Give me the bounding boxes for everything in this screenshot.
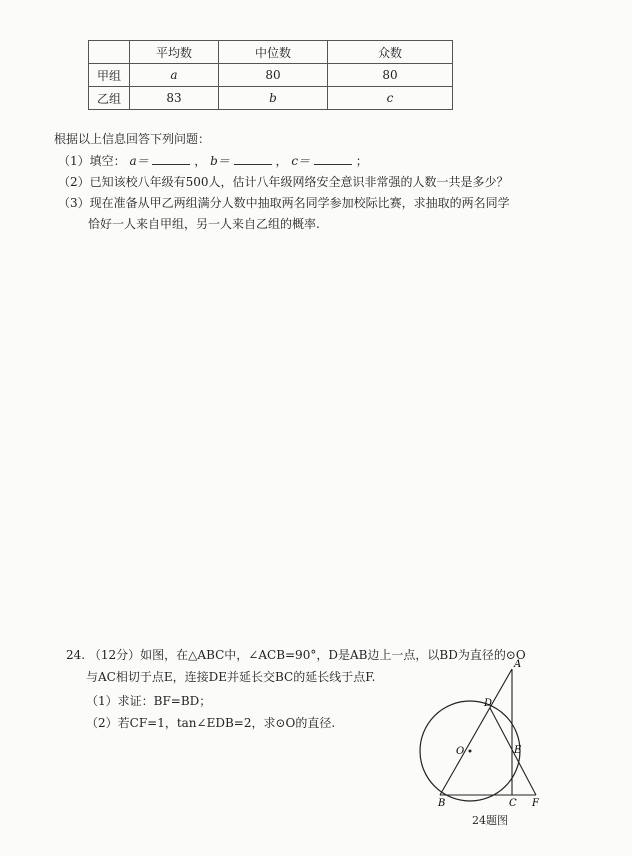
table-cell: b — [219, 87, 328, 110]
point-label: F — [532, 798, 539, 806]
problem-24-part2: （2）若CF=1，tan∠EDB=2，求⊙O的直径. — [86, 716, 336, 730]
table-header-cell — [89, 41, 130, 64]
var-label: b＝ — [210, 154, 230, 168]
question-text: （1）填空： — [58, 154, 126, 168]
question-23-3-cont: 恰好一人来自甲组，另一人来自乙组的概率. — [88, 217, 320, 231]
point-label: D — [484, 698, 493, 709]
var-label: c＝ — [291, 154, 311, 168]
answer-blank[interactable] — [234, 153, 272, 165]
table-row — [89, 87, 453, 110]
point-label: A — [514, 659, 522, 670]
point-label: E — [514, 745, 522, 756]
figure-caption: 24题图 — [472, 814, 508, 827]
table-cell: a — [130, 64, 219, 87]
table-row — [89, 64, 453, 87]
answer-blank[interactable] — [314, 153, 352, 165]
answer-blank[interactable] — [152, 153, 190, 165]
problem-24-part1: （1）求证：BF=BD； — [86, 694, 212, 708]
geometry-figure — [408, 656, 558, 806]
question-text: ， — [194, 154, 207, 168]
point-label: O — [456, 746, 465, 757]
segment-df — [490, 708, 536, 795]
var-label: a＝ — [129, 154, 149, 168]
question-text: ， — [275, 154, 288, 168]
center-point — [469, 750, 472, 753]
table-cell: 乙组 — [89, 87, 130, 110]
table-header-cell: 平均数 — [130, 41, 219, 64]
table-header-cell: 众数 — [328, 41, 453, 64]
point-label: B — [438, 798, 446, 806]
question-23-2: （2）已知该校八年级有500人，估计八年级网络安全意识非常强的人数一共是多少？ — [58, 175, 509, 189]
table-header-cell: 中位数 — [219, 41, 328, 64]
segment-ba — [440, 669, 512, 795]
table-cell: 80 — [328, 64, 453, 87]
questions-intro: 根据以上信息回答下列问题： — [54, 132, 211, 146]
question-23-1 — [58, 152, 368, 169]
point-label: C — [509, 798, 517, 806]
problem-24-line1: 24. （12分）如图，在△ABC中，∠ACB=90°，D是AB边上一点，以BD为直径的⊙O — [66, 648, 526, 662]
table-cell: 80 — [219, 64, 328, 87]
table-cell: 83 — [130, 87, 219, 110]
table-cell: 甲组 — [89, 64, 130, 87]
table-cell: c — [328, 87, 453, 110]
table-header-row — [89, 41, 453, 64]
problem-24-line2: 与AC相切于点E，连接DE并延长交BC的延长线于点F. — [86, 670, 376, 684]
question-23-3: （3）现在准备从甲乙两组满分人数中抽取两名同学参加校际比赛，求抽取的两名同学 — [58, 196, 510, 210]
question-text: ； — [355, 154, 368, 168]
statistics-table — [88, 40, 453, 110]
